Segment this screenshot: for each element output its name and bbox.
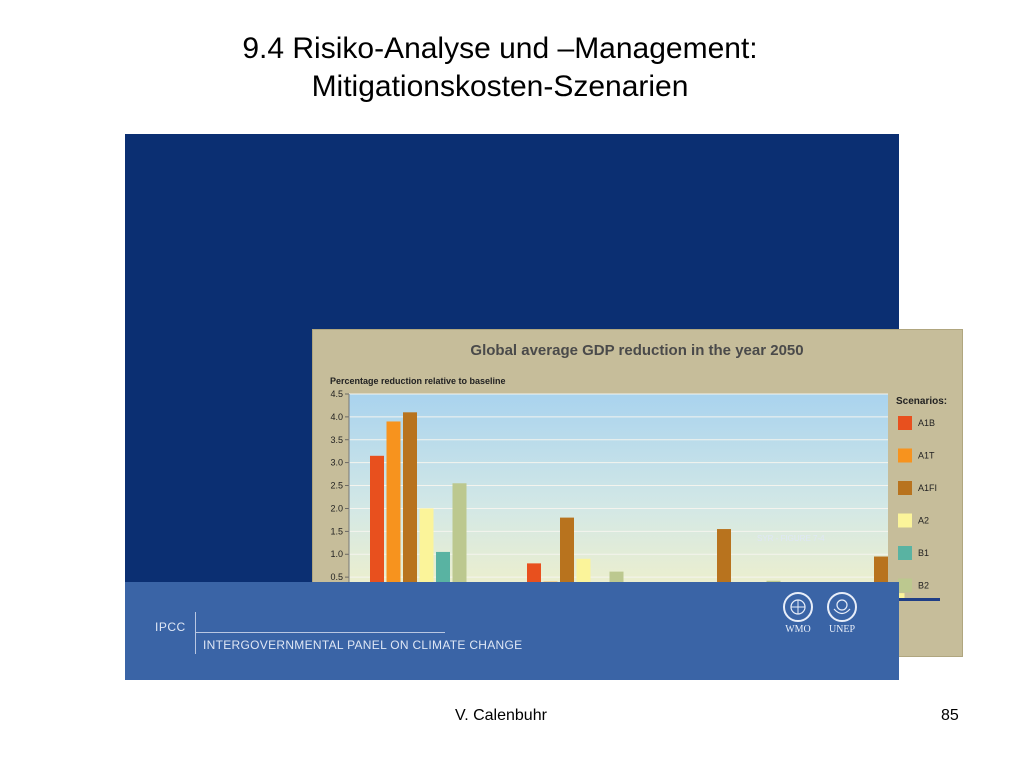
wmo-emblem-icon bbox=[783, 592, 813, 622]
y-tick-label: 3.5 bbox=[330, 434, 343, 445]
slide-author: V. Calenbuhr bbox=[455, 707, 547, 724]
legend-title: Scenarios: bbox=[896, 396, 948, 407]
slide-title-line-2: Mitigationskosten-Szenarien bbox=[311, 70, 689, 103]
legend-swatch-a2 bbox=[898, 514, 912, 528]
y-axis-label: Percentage reduction relative to baseline bbox=[330, 376, 506, 386]
legend-swatch-a1t bbox=[898, 449, 912, 463]
ipcc-full-name: INTERGOVERNMENTAL PANEL ON CLIMATE CHANGE bbox=[203, 638, 523, 652]
ipcc-figure-panel bbox=[125, 134, 948, 680]
legend-label-b1: B1 bbox=[918, 548, 930, 558]
y-tick-label: 2.0 bbox=[330, 503, 343, 514]
y-tick-label: 1.0 bbox=[330, 549, 343, 560]
legend-label-b2: B2 bbox=[918, 580, 930, 591]
figure-reference: SYR - FIGURE 7-4 bbox=[757, 534, 825, 543]
legend-label-a1t: A1T bbox=[918, 450, 935, 461]
unep-emblem-icon bbox=[827, 592, 857, 622]
bar-a1fi-450 bbox=[403, 412, 417, 600]
slide-title-line-1: 9.4 Risiko-Analyse und –Management: bbox=[242, 32, 758, 65]
y-tick-label: 3.0 bbox=[330, 457, 343, 468]
unep-logo bbox=[822, 592, 862, 635]
footer-divider-vertical bbox=[195, 612, 196, 654]
bar-a1t-450 bbox=[387, 421, 401, 600]
ipcc-label: IPCC bbox=[155, 620, 186, 634]
slide-title bbox=[100, 30, 900, 106]
wmo-logo bbox=[778, 592, 818, 635]
y-tick-label: 4.5 bbox=[330, 389, 343, 399]
y-tick-label: 1.5 bbox=[330, 526, 343, 537]
bar-a1b-450 bbox=[370, 456, 384, 600]
legend-swatch-a1b bbox=[898, 416, 912, 430]
legend-label-a1fi: A1FI bbox=[918, 483, 938, 493]
y-tick-label: 4.0 bbox=[330, 411, 343, 422]
chart-title: Global average GDP reduction in the year 2050 bbox=[470, 342, 804, 359]
legend-label-a1b: A1B bbox=[918, 418, 936, 428]
y-tick-label: 2.5 bbox=[330, 480, 343, 491]
slide-page-number: 85 bbox=[941, 707, 959, 724]
wmo-text: WMO bbox=[785, 624, 811, 635]
legend-label-a2: A2 bbox=[918, 515, 930, 526]
legend-swatch-a1fi bbox=[898, 481, 912, 495]
footer-divider-horizontal bbox=[195, 632, 445, 633]
ipcc-footer-band bbox=[125, 582, 899, 680]
y-tick-label: 0.5 bbox=[330, 572, 343, 583]
legend-swatch-b1 bbox=[898, 546, 912, 560]
legend-swatch-b2 bbox=[898, 579, 912, 593]
unep-text: UNEP bbox=[828, 624, 856, 635]
